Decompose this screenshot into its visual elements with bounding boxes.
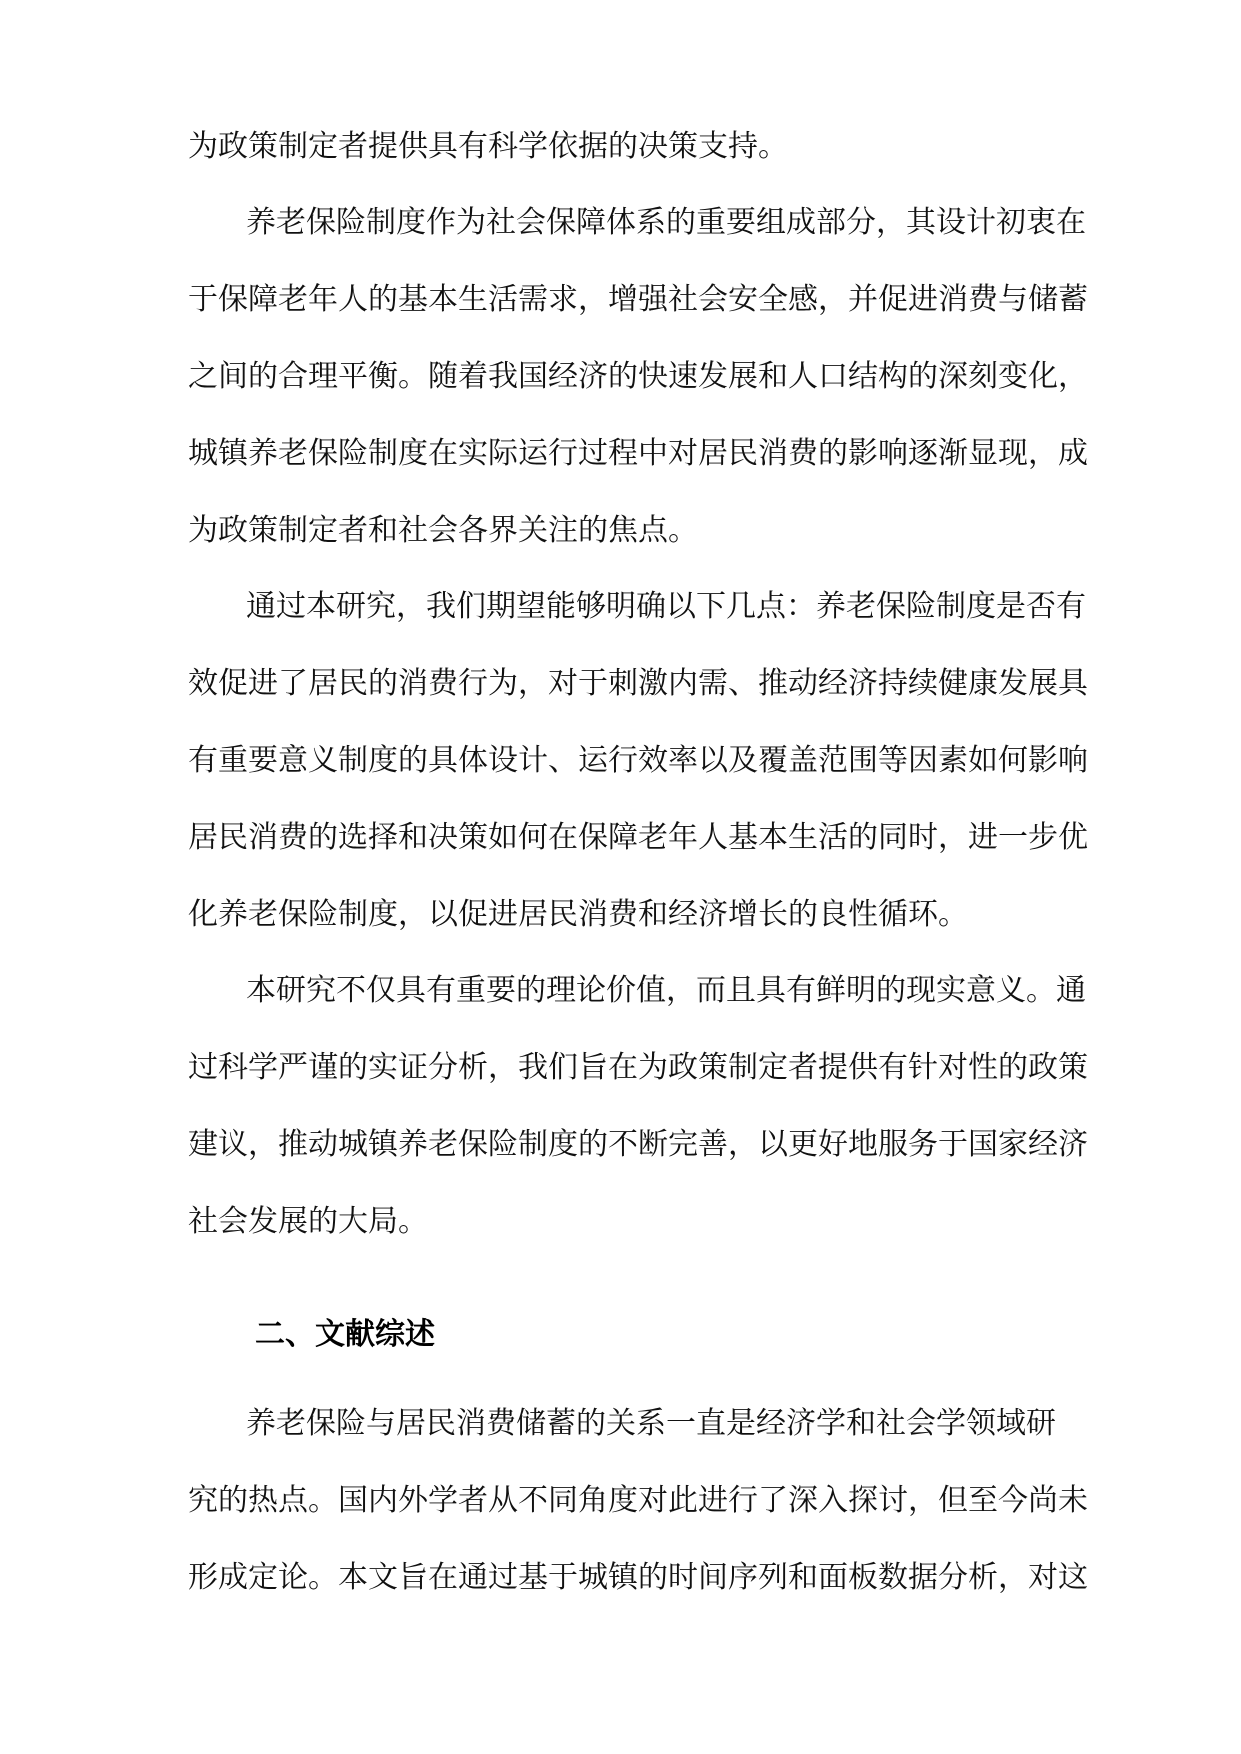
body-line: 过科学严谨的实证分析，我们旨在为政策制定者提供有针对性的政策	[188, 1050, 1088, 1085]
body-line: 有重要意义制度的具体设计、运行效率以及覆盖范围等因素如何影响	[188, 743, 1088, 778]
body-line: 为政策制定者提供具有科学依据的决策支持。	[188, 129, 788, 164]
body-line: 通过本研究，我们期望能够明确以下几点：养老保险制度是否有	[246, 589, 1086, 624]
body-line: 效促进了居民的消费行为，对于刺激内需、推动经济持续健康发展具	[188, 666, 1088, 701]
body-line: 形成定论。本文旨在通过基于城镇的时间序列和面板数据分析，对这	[188, 1560, 1088, 1595]
body-line: 究的热点。国内外学者从不同角度对此进行了深入探讨，但至今尚未	[188, 1483, 1088, 1518]
body-line: 于保障老年人的基本生活需求，增强社会安全感，并促进消费与储蓄	[188, 282, 1088, 317]
body-line: 居民消费的选择和决策如何在保障老年人基本生活的同时，进一步优	[188, 820, 1088, 855]
body-line: 社会发展的大局。	[188, 1204, 428, 1239]
body-line: 为政策制定者和社会各界关注的焦点。	[188, 513, 698, 548]
body-line: 化养老保险制度，以促进居民消费和经济增长的良性循环。	[188, 897, 968, 932]
body-line: 城镇养老保险制度在实际运行过程中对居民消费的影响逐渐显现，成	[188, 436, 1088, 471]
body-line: 养老保险与居民消费储蓄的关系一直是经济学和社会学领域研	[246, 1406, 1056, 1441]
body-line: 之间的合理平衡。随着我国经济的快速发展和人口结构的深刻变化，	[188, 359, 1088, 394]
section-heading: 二、文献综述	[255, 1317, 435, 1352]
body-line: 养老保险制度作为社会保障体系的重要组成部分，其设计初衷在	[246, 205, 1086, 240]
body-line: 本研究不仅具有重要的理论价值，而且具有鲜明的现实意义。通	[246, 973, 1086, 1008]
body-line: 建议，推动城镇养老保险制度的不断完善，以更好地服务于国家经济	[188, 1127, 1088, 1162]
